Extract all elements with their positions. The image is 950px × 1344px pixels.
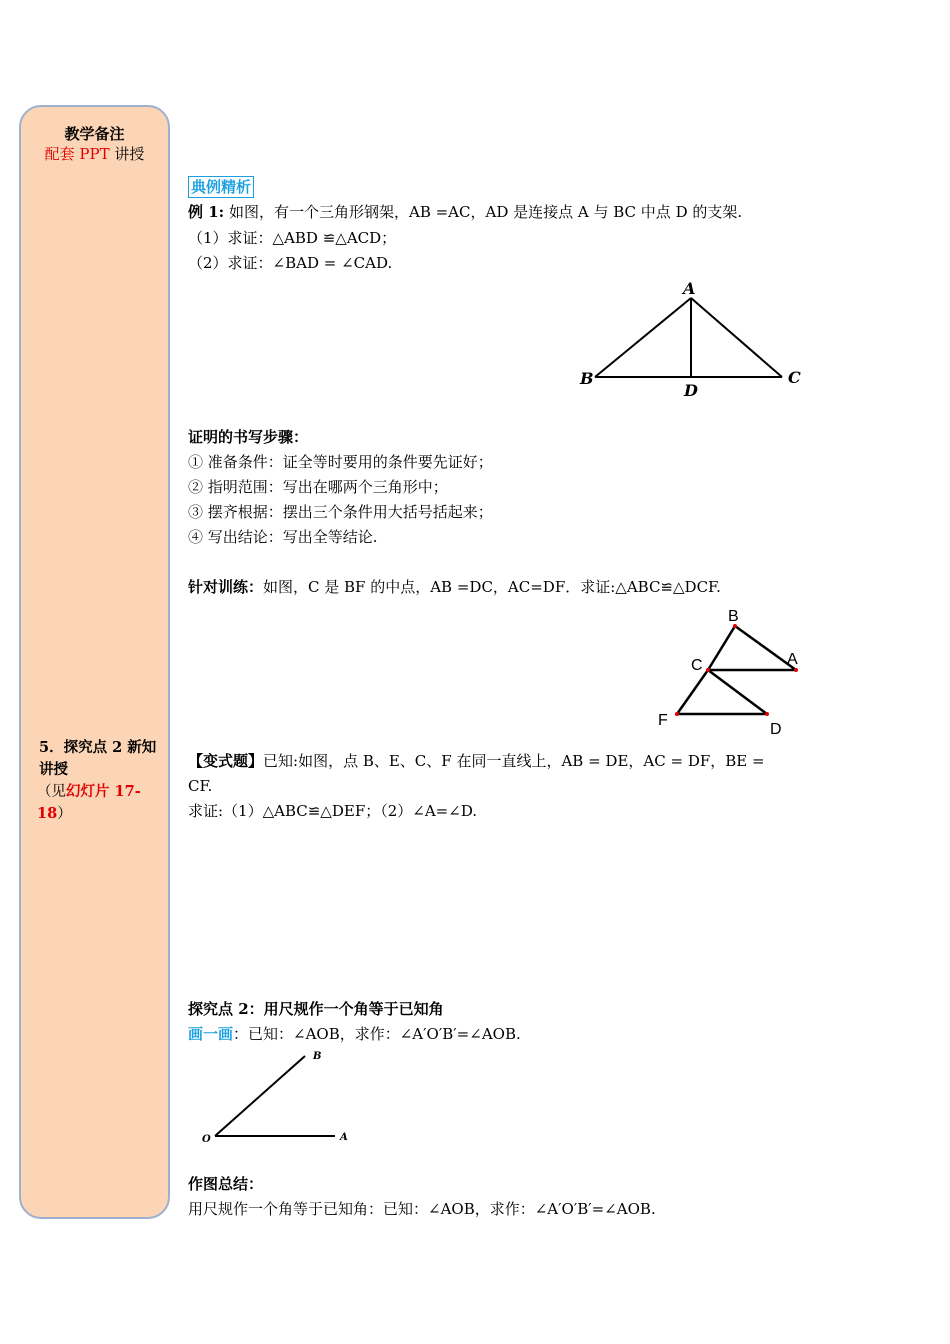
fig3-label-b: B [313,1051,322,1062]
training [188,577,721,597]
example-1-text: 如图，有一个三角形钢架，AB =AC，AD 是连接点 A 与 BC 中点 D 的支架. [228,203,743,221]
training-text: 如图，C 是 BF 的中点，AB =DC，AC=DF．求证:△ABC≌△DCF. [263,578,721,596]
ref-open: （见 [37,784,66,800]
variant-label: 【变式题】 [188,752,264,770]
two-triangles-figure [650,600,820,740]
summary-heading: 作图总结： [188,1175,264,1193]
fig2-label-f: F [658,712,668,729]
steps-heading: 证明的书写步骤： [188,428,309,446]
step-2: ② 指明范围：写出在哪两个三角形中； [188,478,448,496]
draw-text: ：已知：∠AOB，求作：∠A′O′B′=∠AOB. [233,1025,521,1043]
fig1-label-d: D [684,381,698,400]
teaching-notes-sidebar [19,105,170,1219]
example-q2: （2）求证：∠BAD = ∠CAD. [188,254,393,272]
sidebar-section: 5．探究点 2 新知讲授 [39,739,157,778]
training-label: 针对训练： [188,578,264,596]
step-3: ③ 摆齐根据：摆出三个条件用大括号括起来； [188,503,493,521]
fig3-label-a: A [340,1132,348,1143]
fig1-label-c: C [788,368,801,387]
sidebar-subtitle-rest: 讲授 [109,145,145,163]
step-1: ① 准备条件：证全等时要用的条件要先证好； [188,453,493,471]
draw-label: 画一画 [188,1025,234,1043]
fig2-label-a: A [787,651,798,668]
triangle-abc-figure [575,280,810,400]
explore2-heading: 探究点 2：用尺规作一个角等于已知角 [188,1000,444,1018]
ref-close: ） [57,806,72,822]
example-1 [188,202,742,222]
sidebar-title: 教学备注 [64,125,125,143]
example-1-label: 例 1: [188,203,225,221]
variant-line-1 [188,751,765,771]
variant-line-3: 求证:（1）△ABC≌△DEF；（2）∠A=∠D. [188,802,478,820]
draw-line [188,1024,521,1044]
variant-line-2: CF. [188,777,213,795]
fig3-label-o: O [202,1134,211,1145]
ref-slides: 幻灯片 17-18 [37,783,141,822]
example-heading-text: 典例精析 [188,176,254,198]
variant-text-1: 已知:如图，点 B、E、C、F 在同一直线上，AB = DE，AC = DF，BE = [263,752,765,770]
fig1-label-a: A [683,279,696,298]
sidebar-subtitle-red: 配套 PPT [44,145,110,163]
angle-aob-figure [195,1045,365,1150]
fig1-label-b: B [580,369,594,388]
fig2-label-b: B [728,608,739,625]
step-4: ④ 写出结论：写出全等结论. [188,528,378,546]
fig2-label-d: D [770,721,782,738]
sidebar-subtitle [21,143,168,164]
summary-text: 用尺规作一个角等于已知角：已知：∠AOB，求作：∠A′O′B′=∠AOB. [188,1200,656,1218]
example-heading [188,177,254,197]
sidebar-slide-ref [37,781,161,825]
fig2-label-c: C [691,657,703,674]
example-q1: （1）求证：△ABD ≌△ACD； [188,229,397,247]
